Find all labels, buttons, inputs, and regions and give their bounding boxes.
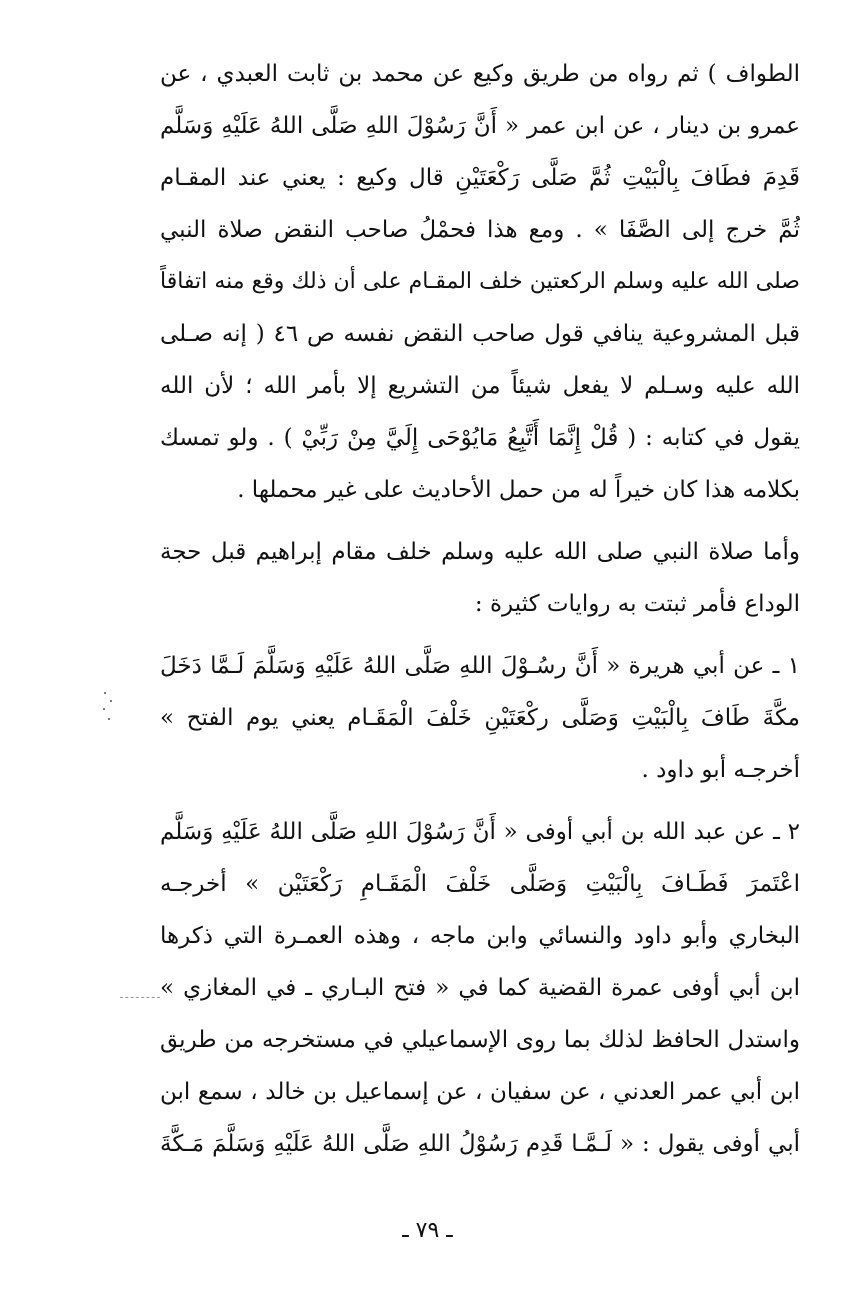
text-line: يقول في كتابه : ( قُلْ إِنَّمَا أَتَّبِعُ مَايُوْحَى إِلَيَّ مِنْ رَبِّيْ ) . ولو تمسك bbox=[160, 425, 800, 451]
text-line: الوداع فأمر ثبتت به روايات كثيرة : bbox=[474, 591, 800, 617]
text-line: ٢ ـ عن عبد الله بن أبي أوفى « أَنَّ رَسُوْلَ اللهِ صَلَّى اللهُ عَلَيْهِ وَسَلَّم bbox=[160, 819, 800, 845]
text-line: واستدل الحافظ لذلك بما روى الإسماعيلي في مستخرجه من طريق bbox=[160, 1027, 800, 1053]
text-line: ١ ـ عن أبي هريرة « أَنَّ رسُـوْلَ اللهِ صَلَّى اللهُ عَلَيْهِ وَسَلَّمَ لَـمَّا دَخَلَ bbox=[160, 653, 800, 679]
text-line: بكلامه هذا كان خيراً له من حمل الأحاديث على غير محملها . bbox=[237, 477, 800, 503]
text-line: قَدِمَ فطَافَ بِالْبَيْتِ ثُمَّ صَلَّى رَكْعَتَيْنِ قال وكيع : يعني عند المقـام bbox=[160, 165, 800, 191]
text-line: صلى الله عليه وسلم الركعتين خلف المقـام على أن ذلك وقع منه اتفاقاً bbox=[160, 269, 800, 294]
body-text bbox=[160, 48, 800, 1170]
text-line: اعْتَمرَ فَطَـافَ بِالْبَيْتِ وَصَلَّى خَلْفَ الْمَقَـامِ رَكْعَتَيْن » أخرجـه bbox=[160, 871, 800, 897]
text-line: أبي أوفى يقول : « لَـمَّـا قَدِم رَسُوْلُ اللهِ صَلَّى اللهُ عَلَيْهِ وَسَلَّمَ مَـكَّةَ bbox=[160, 1131, 800, 1157]
text-line: ثُمَّ خرج إلى الصَّفَا » . ومع هذا فحمْلُ صاحب النقض صلاة النبي bbox=[160, 217, 800, 243]
text-line: عمرو بن دينار ، عن ابن عمر « أَنَّ رَسُوْلَ اللهِ صَلَّى اللهُ عَلَيْهِ وَسَلَّم bbox=[160, 113, 800, 139]
text-line: الله عليه وسـلم لا يفعل شيئاً من التشريع إلا بأمر الله ؛ لأن الله bbox=[160, 373, 800, 399]
text-line: قبل المشروعية ينافي قول صاحب النقض نفسه ص ٤٦ ( إنه صـلى bbox=[160, 321, 800, 347]
text-line: وأما صلاة النبي صلى الله عليه وسلم خلف مقام إبراهيم قبل حجة bbox=[160, 539, 800, 565]
page-number: ـ ٧٩ ـ bbox=[402, 1218, 453, 1243]
text-line: البخاري وأبو داود والنسائي وابن ماجه ، وهذه العمـرة التي ذكرها bbox=[160, 923, 800, 949]
text-line: ابن أبي أوفى عمرة القضية كما في « فتح البـاري ـ في المغازي » bbox=[160, 975, 800, 1001]
text-line: أخرجـه أبو داود . bbox=[641, 757, 800, 783]
text-line: مكَّةَ طَافَ بِالْبَيْتِ وَصَلَّى ركْعَتَيْنِ خَلْفَ الْمَقَـام يعني يوم الفتح » bbox=[160, 705, 800, 731]
text-line: الطواف ) ثم رواه من طريق وكيع عن محمد بن ثابت العبدي ، عن bbox=[160, 61, 800, 87]
scan-artifact-line bbox=[120, 997, 160, 998]
scan-artifact bbox=[100, 690, 120, 730]
text-line: ابن أبي عمر العدني ، عن سفيان ، عن إسماعيل بن خالد ، سمع ابن bbox=[160, 1079, 800, 1105]
